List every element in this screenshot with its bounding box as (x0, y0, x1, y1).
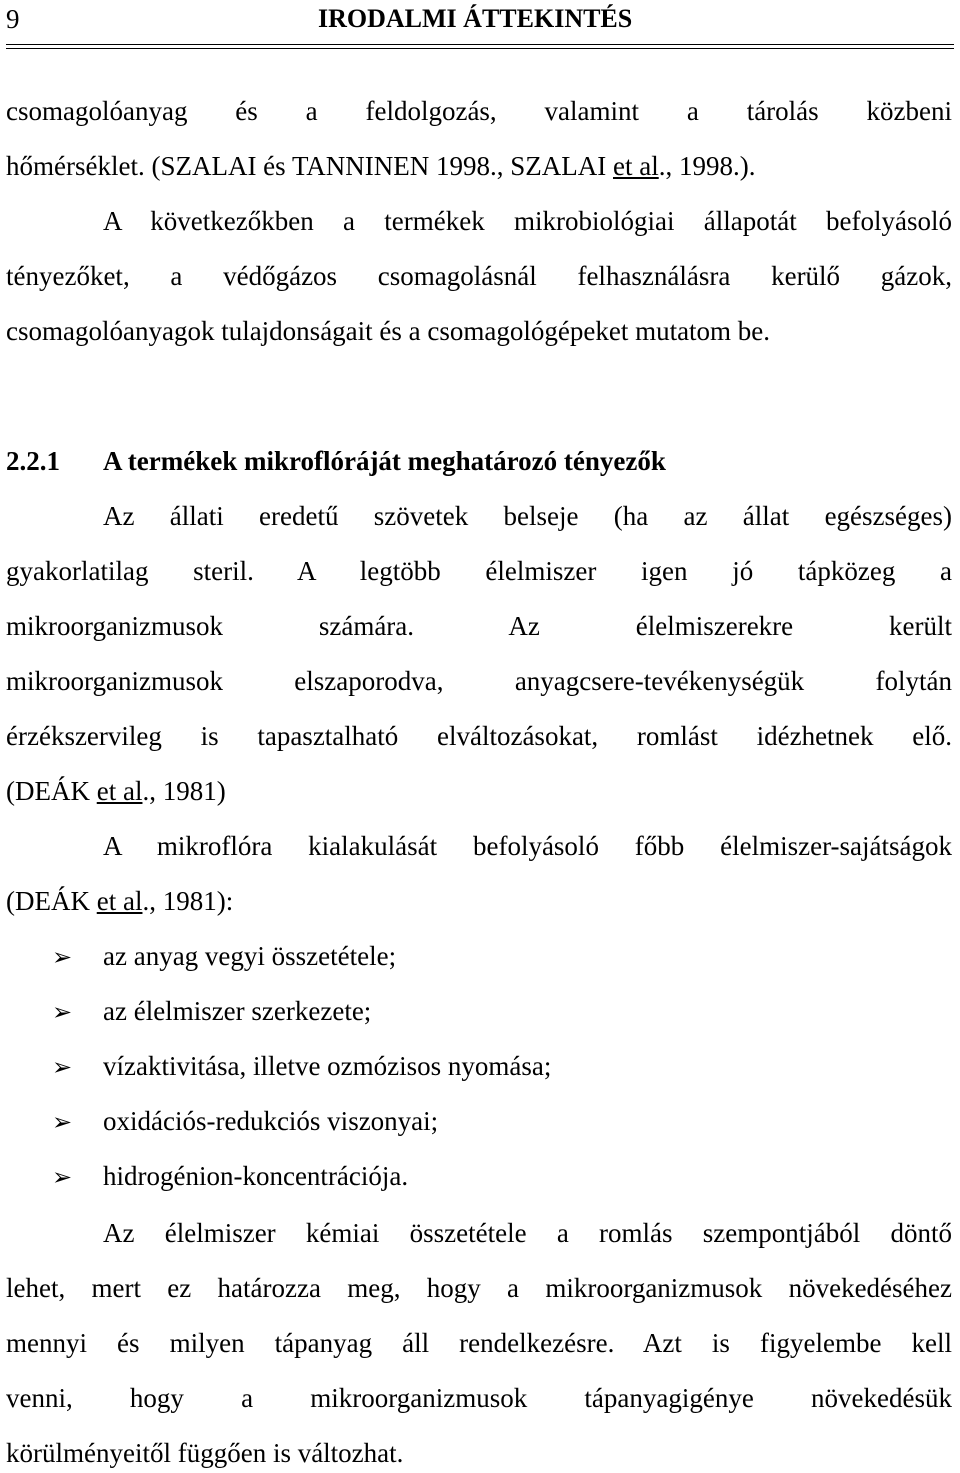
section-heading (6, 444, 952, 478)
text-line: A mikroflóra kialakulását befolyásoló főbb élelmiszer-sajátságok (103, 831, 952, 861)
text-line: csomagolóanyagok tulajdonságait és a csomagológépeket mutatom be. (6, 316, 771, 346)
list-item: ➢ vízaktivitása, illetve ozmózisos nyomása; (6, 1049, 551, 1084)
text-line: tényezőket, a védőgázos csomagolásnál felhasználásra kerülő gázok, (6, 261, 952, 291)
text-line: lehet, mert ez határozza meg, hogy a mikroorganizmusok növekedéséhez (6, 1273, 952, 1303)
arrowhead-outline-icon: ➢ (52, 1163, 73, 1191)
text-line: venni, hogy a mikroorganizmusok tápanyagigénye növekedésük (6, 1383, 952, 1413)
citation-etal: et al (96, 776, 143, 806)
running-title: IRODALMI ÁTTEKINTÉS (318, 4, 633, 33)
text-line: érzékszervileg is tapasztalható elváltozásokat, romlást idézhetnek elő. (6, 721, 952, 751)
text-line: gyakorlatilag steril. A legtöbb élelmiszer igen jó tápközeg a (6, 556, 952, 586)
text-line: mennyi és milyen tápanyag áll rendelkezésre. Azt is figyelembe kell (6, 1328, 952, 1358)
header-rule-top (6, 44, 954, 45)
section-title: A termékek mikroflóráját meghatározó tényezők (103, 446, 666, 476)
text-line: hőmérséklet. (SZALAI és TANNINEN 1998., SZALAI et al., 1998.). (6, 151, 756, 181)
arrowhead-outline-icon: ➢ (52, 1053, 73, 1081)
citation-etal: et al (96, 886, 143, 916)
section-number: 2.2.1 (6, 446, 60, 476)
text-line: mikroorganizmusok számára. Az élelmiszerekre került (6, 611, 952, 641)
list-item: ➢ hidrogénion-koncentrációja. (6, 1159, 408, 1194)
arrowhead-outline-icon: ➢ (52, 943, 73, 971)
arrowhead-outline-icon: ➢ (52, 1108, 73, 1136)
text-line: Az élelmiszer kémiai összetétele a romlás szempontjából döntő (103, 1218, 952, 1248)
arrowhead-outline-icon: ➢ (52, 998, 73, 1026)
page-number: 9 (6, 4, 20, 34)
text-line: (DEÁK et al., 1981) (6, 776, 226, 806)
header-rule-bottom (6, 48, 954, 49)
text-line: körülményeitől függően is változhat. (6, 1438, 404, 1468)
citation-etal: et al (613, 151, 659, 181)
text-line: A következőkben a termékek mikrobiológiai állapotát befolyásoló (103, 206, 952, 236)
text-line: (DEÁK et al., 1981): (6, 886, 234, 916)
list-item: ➢ oxidációs-redukciós viszonyai; (6, 1104, 438, 1139)
text-line: mikroorganizmusok elszaporodva, anyagcsere-tevékenységük folytán (6, 666, 952, 696)
text-line: csomagolóanyag és a feldolgozás, valamint a tárolás közbeni (6, 96, 952, 126)
text-line: Az állati eredetű szövetek belseje (ha az állat egészséges) (103, 501, 952, 531)
list-item: ➢ az élelmiszer szerkezete; (6, 994, 371, 1029)
list-item: ➢ az anyag vegyi összetétele; (6, 939, 396, 974)
